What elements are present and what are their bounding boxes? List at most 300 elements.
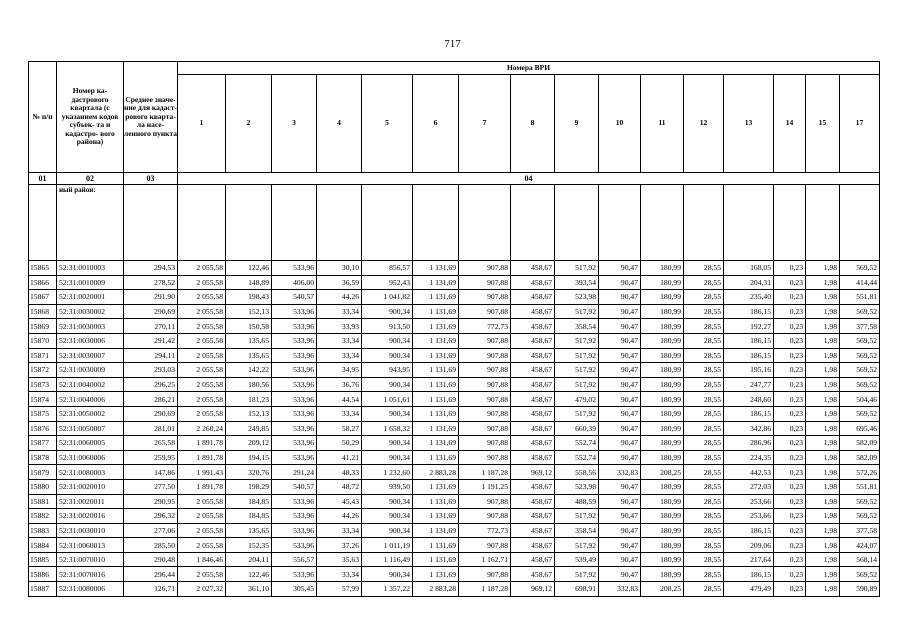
vri-value: 28,55 <box>684 333 724 348</box>
vri-value: 458,67 <box>511 523 555 538</box>
vri-value: 28,55 <box>684 494 724 509</box>
vri-value: 2 260,24 <box>178 421 226 436</box>
vri-value: 180,99 <box>641 377 684 392</box>
vri-value: 1 131,69 <box>413 494 459 509</box>
row-number: 15876 <box>29 421 57 436</box>
vri-value: 90,47 <box>599 261 641 276</box>
vri-value: 2 055,58 <box>178 290 226 305</box>
vri-value: 540,57 <box>272 479 317 494</box>
vri-value: 533,96 <box>272 450 317 465</box>
cadastral-quarter-code: 52:31:0040002 <box>57 377 124 392</box>
row-number: 15870 <box>29 333 57 348</box>
vri-value: 41,21 <box>317 450 362 465</box>
vri-value: 1,98 <box>806 450 840 465</box>
vri-value: 204,31 <box>724 275 774 290</box>
vri-value: 90,47 <box>599 436 641 451</box>
cadastral-quarter-code: 52:31:0020016 <box>57 509 124 524</box>
vri-value: 35,63 <box>317 552 362 567</box>
vri-value: 1 357,22 <box>362 582 413 597</box>
vri-value: 0,23 <box>774 552 806 567</box>
vri-value: 180,99 <box>641 450 684 465</box>
vri-value: 36,76 <box>317 377 362 392</box>
vri-value: 320,76 <box>226 465 272 480</box>
cadastral-quarter-code: 52:31:0030009 <box>57 363 124 378</box>
vri-value: 186,15 <box>724 523 774 538</box>
vri-value: 1,98 <box>806 567 840 582</box>
vri-value: 180,99 <box>641 333 684 348</box>
vri-value: 1 131,69 <box>413 479 459 494</box>
table-row <box>29 304 880 319</box>
vri-value: 28,55 <box>684 509 724 524</box>
vri-value: 582,09 <box>840 436 880 451</box>
vri-value: 249,85 <box>226 421 272 436</box>
vri-value: 0,23 <box>774 304 806 319</box>
header-vri-9: 9 <box>555 75 599 173</box>
header-vri-3: 3 <box>272 75 317 173</box>
vri-value: 2 055,58 <box>178 275 226 290</box>
vri-value: 1,98 <box>806 304 840 319</box>
row-number: 15866 <box>29 275 57 290</box>
vri-value: 900,34 <box>362 436 413 451</box>
vri-value: 943,95 <box>362 363 413 378</box>
vri-value: 1,98 <box>806 582 840 597</box>
vri-value: 551,81 <box>840 479 880 494</box>
vri-value: 1 116,49 <box>362 552 413 567</box>
vri-value: 208,25 <box>641 582 684 597</box>
vri-value: 0,23 <box>774 538 806 553</box>
vri-value: 90,47 <box>599 377 641 392</box>
cadastral-quarter-code: 52:31:0050002 <box>57 406 124 421</box>
vri-value: 569,52 <box>840 567 880 582</box>
vri-value: 2 883,28 <box>413 465 459 480</box>
table-row <box>29 421 880 436</box>
vri-value: 180,99 <box>641 552 684 567</box>
average-value: 296,44 <box>124 567 178 582</box>
vri-value: 0,23 <box>774 392 806 407</box>
average-value: 294,11 <box>124 348 178 363</box>
vri-value: 458,67 <box>511 304 555 319</box>
vri-value: 533,96 <box>272 509 317 524</box>
vri-value: 569,52 <box>840 348 880 363</box>
vri-value: 569,52 <box>840 406 880 421</box>
vri-value: 907,88 <box>459 421 511 436</box>
vri-value: 1,98 <box>806 348 840 363</box>
vri-value: 253,66 <box>724 494 774 509</box>
vri-value: 184,85 <box>226 509 272 524</box>
vri-value: 90,47 <box>599 479 641 494</box>
vri-value: 180,99 <box>641 436 684 451</box>
vri-value: 900,34 <box>362 509 413 524</box>
vri-value: 1,98 <box>806 523 840 538</box>
vri-value: 1,98 <box>806 479 840 494</box>
row-number: 15871 <box>29 348 57 363</box>
vri-value: 1 131,69 <box>413 304 459 319</box>
vri-value: 414,44 <box>840 275 880 290</box>
cadastral-quarter-code: 52:31:0010003 <box>57 261 124 276</box>
cadastral-quarter-code: 52:31:0020011 <box>57 494 124 509</box>
cadastral-quarter-code: 52:31:0030006 <box>57 333 124 348</box>
row-number: 15886 <box>29 567 57 582</box>
vri-value: 208,25 <box>641 465 684 480</box>
vri-value: 28,55 <box>684 450 724 465</box>
average-value: 291,90 <box>124 290 178 305</box>
vri-value: 180,99 <box>641 319 684 334</box>
vri-value: 458,67 <box>511 421 555 436</box>
vri-value: 358,54 <box>555 523 599 538</box>
row-number: 15882 <box>29 509 57 524</box>
vri-value: 568,14 <box>840 552 880 567</box>
cadastral-quarter-code: 52:31:0060013 <box>57 538 124 553</box>
vri-value: 180,99 <box>641 494 684 509</box>
vri-value: 235,40 <box>724 290 774 305</box>
vri-value: 1 131,69 <box>413 421 459 436</box>
vri-value: 488,59 <box>555 494 599 509</box>
vri-value: 0,23 <box>774 479 806 494</box>
vri-value: 90,47 <box>599 304 641 319</box>
average-value: 290,95 <box>124 494 178 509</box>
header-vri-4: 4 <box>317 75 362 173</box>
vri-value: 907,88 <box>459 377 511 392</box>
vri-value: 36,59 <box>317 275 362 290</box>
header-vri-11: 11 <box>641 75 684 173</box>
vri-value: 0,23 <box>774 290 806 305</box>
vri-value: 458,67 <box>511 363 555 378</box>
vri-value: 517,92 <box>555 363 599 378</box>
vri-value: 90,47 <box>599 275 641 290</box>
vri-value: 533,96 <box>272 421 317 436</box>
vri-value: 533,96 <box>272 494 317 509</box>
vri-value: 33,34 <box>317 523 362 538</box>
vri-value: 458,67 <box>511 509 555 524</box>
vri-value: 28,55 <box>684 261 724 276</box>
vri-value: 900,34 <box>362 494 413 509</box>
table-row <box>29 582 880 597</box>
vri-value: 0,23 <box>774 509 806 524</box>
column-code: 03 <box>124 173 178 185</box>
header-vri-13: 13 <box>724 75 774 173</box>
vri-value: 458,67 <box>511 450 555 465</box>
vri-value: 772,73 <box>459 523 511 538</box>
vri-value: 1 991,43 <box>178 465 226 480</box>
vri-value: 0,23 <box>774 494 806 509</box>
vri-value: 1 131,69 <box>413 567 459 582</box>
vri-value: 0,23 <box>774 348 806 363</box>
vri-value: 539,49 <box>555 552 599 567</box>
vri-value: 1,98 <box>806 552 840 567</box>
vri-value: 152,13 <box>226 304 272 319</box>
vri-value: 180,99 <box>641 304 684 319</box>
vri-value: 28,55 <box>684 348 724 363</box>
vri-value: 523,98 <box>555 290 599 305</box>
vri-value: 186,15 <box>724 333 774 348</box>
vri-value: 180,99 <box>641 275 684 290</box>
vri-value: 1 187,28 <box>459 465 511 480</box>
vri-value: 517,92 <box>555 538 599 553</box>
vri-value: 533,96 <box>272 436 317 451</box>
row-number: 15873 <box>29 377 57 392</box>
table-row <box>29 363 880 378</box>
vri-value: 558,56 <box>555 465 599 480</box>
vri-value: 569,52 <box>840 377 880 392</box>
vri-value: 533,96 <box>272 406 317 421</box>
vri-value: 180,99 <box>641 421 684 436</box>
average-value: 290,69 <box>124 406 178 421</box>
vri-value: 517,92 <box>555 509 599 524</box>
vri-value: 48,33 <box>317 465 362 480</box>
header-vri-6: 6 <box>413 75 459 173</box>
vri-value: 28,55 <box>684 304 724 319</box>
vri-value: 90,47 <box>599 538 641 553</box>
vri-value: 900,34 <box>362 406 413 421</box>
vri-value: 907,88 <box>459 494 511 509</box>
vri-value: 1 131,69 <box>413 392 459 407</box>
vri-value: 2 055,58 <box>178 348 226 363</box>
vri-value: 152,35 <box>226 538 272 553</box>
average-value: 259,95 <box>124 450 178 465</box>
vri-value: 181,23 <box>226 392 272 407</box>
vri-value: 569,52 <box>840 509 880 524</box>
average-value: 291,42 <box>124 333 178 348</box>
vri-value: 377,58 <box>840 523 880 538</box>
vri-value: 1 232,60 <box>362 465 413 480</box>
vri-value: 33,34 <box>317 406 362 421</box>
header-number: № п/п <box>29 62 57 173</box>
average-value: 270,11 <box>124 319 178 334</box>
vri-value: 907,88 <box>459 509 511 524</box>
vri-value: 393,54 <box>555 275 599 290</box>
vri-value: 1 131,69 <box>413 450 459 465</box>
vri-value: 28,55 <box>684 392 724 407</box>
vri-value: 122,46 <box>226 261 272 276</box>
vri-value: 969,12 <box>511 465 555 480</box>
vri-value: 660,39 <box>555 421 599 436</box>
vri-value: 180,99 <box>641 523 684 538</box>
table-row <box>29 406 880 421</box>
vri-value: 540,57 <box>272 290 317 305</box>
row-number: 15865 <box>29 261 57 276</box>
vri-value: 58,27 <box>317 421 362 436</box>
cadastral-quarter-code: 52:31:0050007 <box>57 421 124 436</box>
row-number: 15874 <box>29 392 57 407</box>
vri-value: 1,98 <box>806 392 840 407</box>
vri-value: 286,96 <box>724 436 774 451</box>
vri-value: 1 131,69 <box>413 377 459 392</box>
vri-value: 533,96 <box>272 348 317 363</box>
cadastral-quarter-code: 52:31:0010009 <box>57 275 124 290</box>
vri-value: 90,47 <box>599 509 641 524</box>
vri-value: 342,86 <box>724 421 774 436</box>
table-row <box>29 319 880 334</box>
average-value: 281,01 <box>124 421 178 436</box>
vri-value: 582,09 <box>840 450 880 465</box>
vri-value: 28,55 <box>684 290 724 305</box>
vri-value: 907,88 <box>459 275 511 290</box>
vri-value: 0,23 <box>774 275 806 290</box>
vri-value: 907,88 <box>459 348 511 363</box>
vri-value: 198,29 <box>226 479 272 494</box>
vri-value: 90,47 <box>599 319 641 334</box>
vri-value: 28,55 <box>684 538 724 553</box>
header-vri-5: 5 <box>362 75 413 173</box>
vri-value: 569,52 <box>840 363 880 378</box>
vri-value: 305,45 <box>272 582 317 597</box>
vri-value: 552,74 <box>555 436 599 451</box>
vri-value: 50,29 <box>317 436 362 451</box>
table-row <box>29 552 880 567</box>
cadastral-quarter-code: 52:31:0020010 <box>57 479 124 494</box>
cadastral-quarter-code: 52:31:0030007 <box>57 348 124 363</box>
column-code: 02 <box>57 173 124 185</box>
vri-value: 1 131,69 <box>413 333 459 348</box>
vri-value: 148,89 <box>226 275 272 290</box>
vri-value: 2 055,58 <box>178 406 226 421</box>
column-code: 01 <box>29 173 57 185</box>
vri-value: 377,58 <box>840 319 880 334</box>
vri-value: 2 055,58 <box>178 261 226 276</box>
header-vri-1: 1 <box>178 75 226 173</box>
table-row <box>29 494 880 509</box>
row-number: 15883 <box>29 523 57 538</box>
vri-value: 90,47 <box>599 494 641 509</box>
vri-value: 48,72 <box>317 479 362 494</box>
vri-value: 45,43 <box>317 494 362 509</box>
vri-value: 44,26 <box>317 290 362 305</box>
vri-value: 37,26 <box>317 538 362 553</box>
vri-value: 180,99 <box>641 509 684 524</box>
vri-value: 152,13 <box>226 406 272 421</box>
vri-value: 569,52 <box>840 333 880 348</box>
table-row <box>29 290 880 305</box>
vri-value: 33,34 <box>317 304 362 319</box>
vri-value: 458,67 <box>511 436 555 451</box>
vri-value: 504,46 <box>840 392 880 407</box>
vri-value: 1 891,78 <box>178 436 226 451</box>
vri-value: 2 883,28 <box>413 582 459 597</box>
vri-value: 556,57 <box>272 552 317 567</box>
vri-value: 517,92 <box>555 304 599 319</box>
vri-value: 458,67 <box>511 333 555 348</box>
vri-value: 913,50 <box>362 319 413 334</box>
table-row <box>29 392 880 407</box>
vri-value: 194,15 <box>226 450 272 465</box>
vri-value: 28,55 <box>684 479 724 494</box>
vri-value: 533,96 <box>272 567 317 582</box>
vri-value: 1 187,28 <box>459 582 511 597</box>
cadastral-quarter-code: 52:31:0080003 <box>57 465 124 480</box>
vri-value: 150,58 <box>226 319 272 334</box>
vri-value: 442,53 <box>724 465 774 480</box>
vri-value: 0,23 <box>774 377 806 392</box>
table-row <box>29 436 880 451</box>
vri-value: 1 131,69 <box>413 261 459 276</box>
vri-value: 186,15 <box>724 567 774 582</box>
header-cadastral-quarter: Номер ка- дастрового квартала (с указанием кодов субъек- та и кадастро- вого района) <box>57 62 124 173</box>
vri-value: 900,34 <box>362 523 413 538</box>
vri-value: 517,92 <box>555 567 599 582</box>
vri-value: 195,16 <box>724 363 774 378</box>
vri-value: 458,67 <box>511 319 555 334</box>
row-number: 15887 <box>29 582 57 597</box>
vri-value: 458,67 <box>511 377 555 392</box>
vri-value: 44,54 <box>317 392 362 407</box>
vri-value: 907,88 <box>459 406 511 421</box>
header-vri-17: 17 <box>840 75 880 173</box>
vri-value: 30,10 <box>317 261 362 276</box>
region-row <box>29 185 880 261</box>
vri-value: 907,88 <box>459 304 511 319</box>
vri-value: 458,67 <box>511 406 555 421</box>
vri-value: 517,92 <box>555 377 599 392</box>
vri-value: 406,00 <box>272 275 317 290</box>
vri-value: 590,89 <box>840 582 880 597</box>
vri-value: 34,95 <box>317 363 362 378</box>
table-row <box>29 479 880 494</box>
vri-value: 90,47 <box>599 348 641 363</box>
vri-value: 2 055,58 <box>178 363 226 378</box>
vri-value: 1 011,19 <box>362 538 413 553</box>
vri-value: 90,47 <box>599 421 641 436</box>
vri-value: 361,10 <box>226 582 272 597</box>
page-number: 717 <box>444 38 461 50</box>
table-row <box>29 509 880 524</box>
vri-value: 224,35 <box>724 450 774 465</box>
vri-value: 28,55 <box>684 552 724 567</box>
vri-value: 458,67 <box>511 275 555 290</box>
cadastral-quarter-code: 52:31:0030002 <box>57 304 124 319</box>
vri-value: 572,26 <box>840 465 880 480</box>
vri-value: 458,67 <box>511 552 555 567</box>
vri-value: 533,96 <box>272 392 317 407</box>
vri-value: 28,55 <box>684 567 724 582</box>
vri-value: 0,23 <box>774 450 806 465</box>
vri-value: 57,99 <box>317 582 362 597</box>
cadastral-quarter-code: 52:31:0030003 <box>57 319 124 334</box>
vri-value: 1,98 <box>806 377 840 392</box>
vri-value: 900,34 <box>362 304 413 319</box>
vri-value: 2 055,58 <box>178 523 226 538</box>
vri-value: 1,98 <box>806 406 840 421</box>
cadastral-quarter-code: 52:31:0080006 <box>57 582 124 597</box>
vri-value: 698,91 <box>555 582 599 597</box>
vri-value: 33,93 <box>317 319 362 334</box>
vri-value: 291,24 <box>272 465 317 480</box>
row-number: 15875 <box>29 406 57 421</box>
vri-value: 772,73 <box>459 319 511 334</box>
vri-value: 0,23 <box>774 582 806 597</box>
vri-value: 2 055,58 <box>178 377 226 392</box>
average-value: 290,69 <box>124 304 178 319</box>
vri-value: 2 055,58 <box>178 494 226 509</box>
header-vri-10: 10 <box>599 75 641 173</box>
cadastral-quarter-code: 52:31:0020001 <box>57 290 124 305</box>
vri-value: 1 131,69 <box>413 552 459 567</box>
vri-value: 28,55 <box>684 363 724 378</box>
average-value: 126,71 <box>124 582 178 597</box>
average-value: 277,50 <box>124 479 178 494</box>
vri-value: 1 131,69 <box>413 523 459 538</box>
vri-value: 28,55 <box>684 523 724 538</box>
vri-value: 192,27 <box>724 319 774 334</box>
vri-value: 90,47 <box>599 552 641 567</box>
vri-value: 900,34 <box>362 567 413 582</box>
vri-value: 2 027,32 <box>178 582 226 597</box>
vri-value: 907,88 <box>459 567 511 582</box>
vri-value: 135,65 <box>226 348 272 363</box>
vri-value: 180,99 <box>641 290 684 305</box>
vri-value: 186,15 <box>724 348 774 363</box>
vri-value: 479,49 <box>724 582 774 597</box>
vri-value: 569,52 <box>840 261 880 276</box>
